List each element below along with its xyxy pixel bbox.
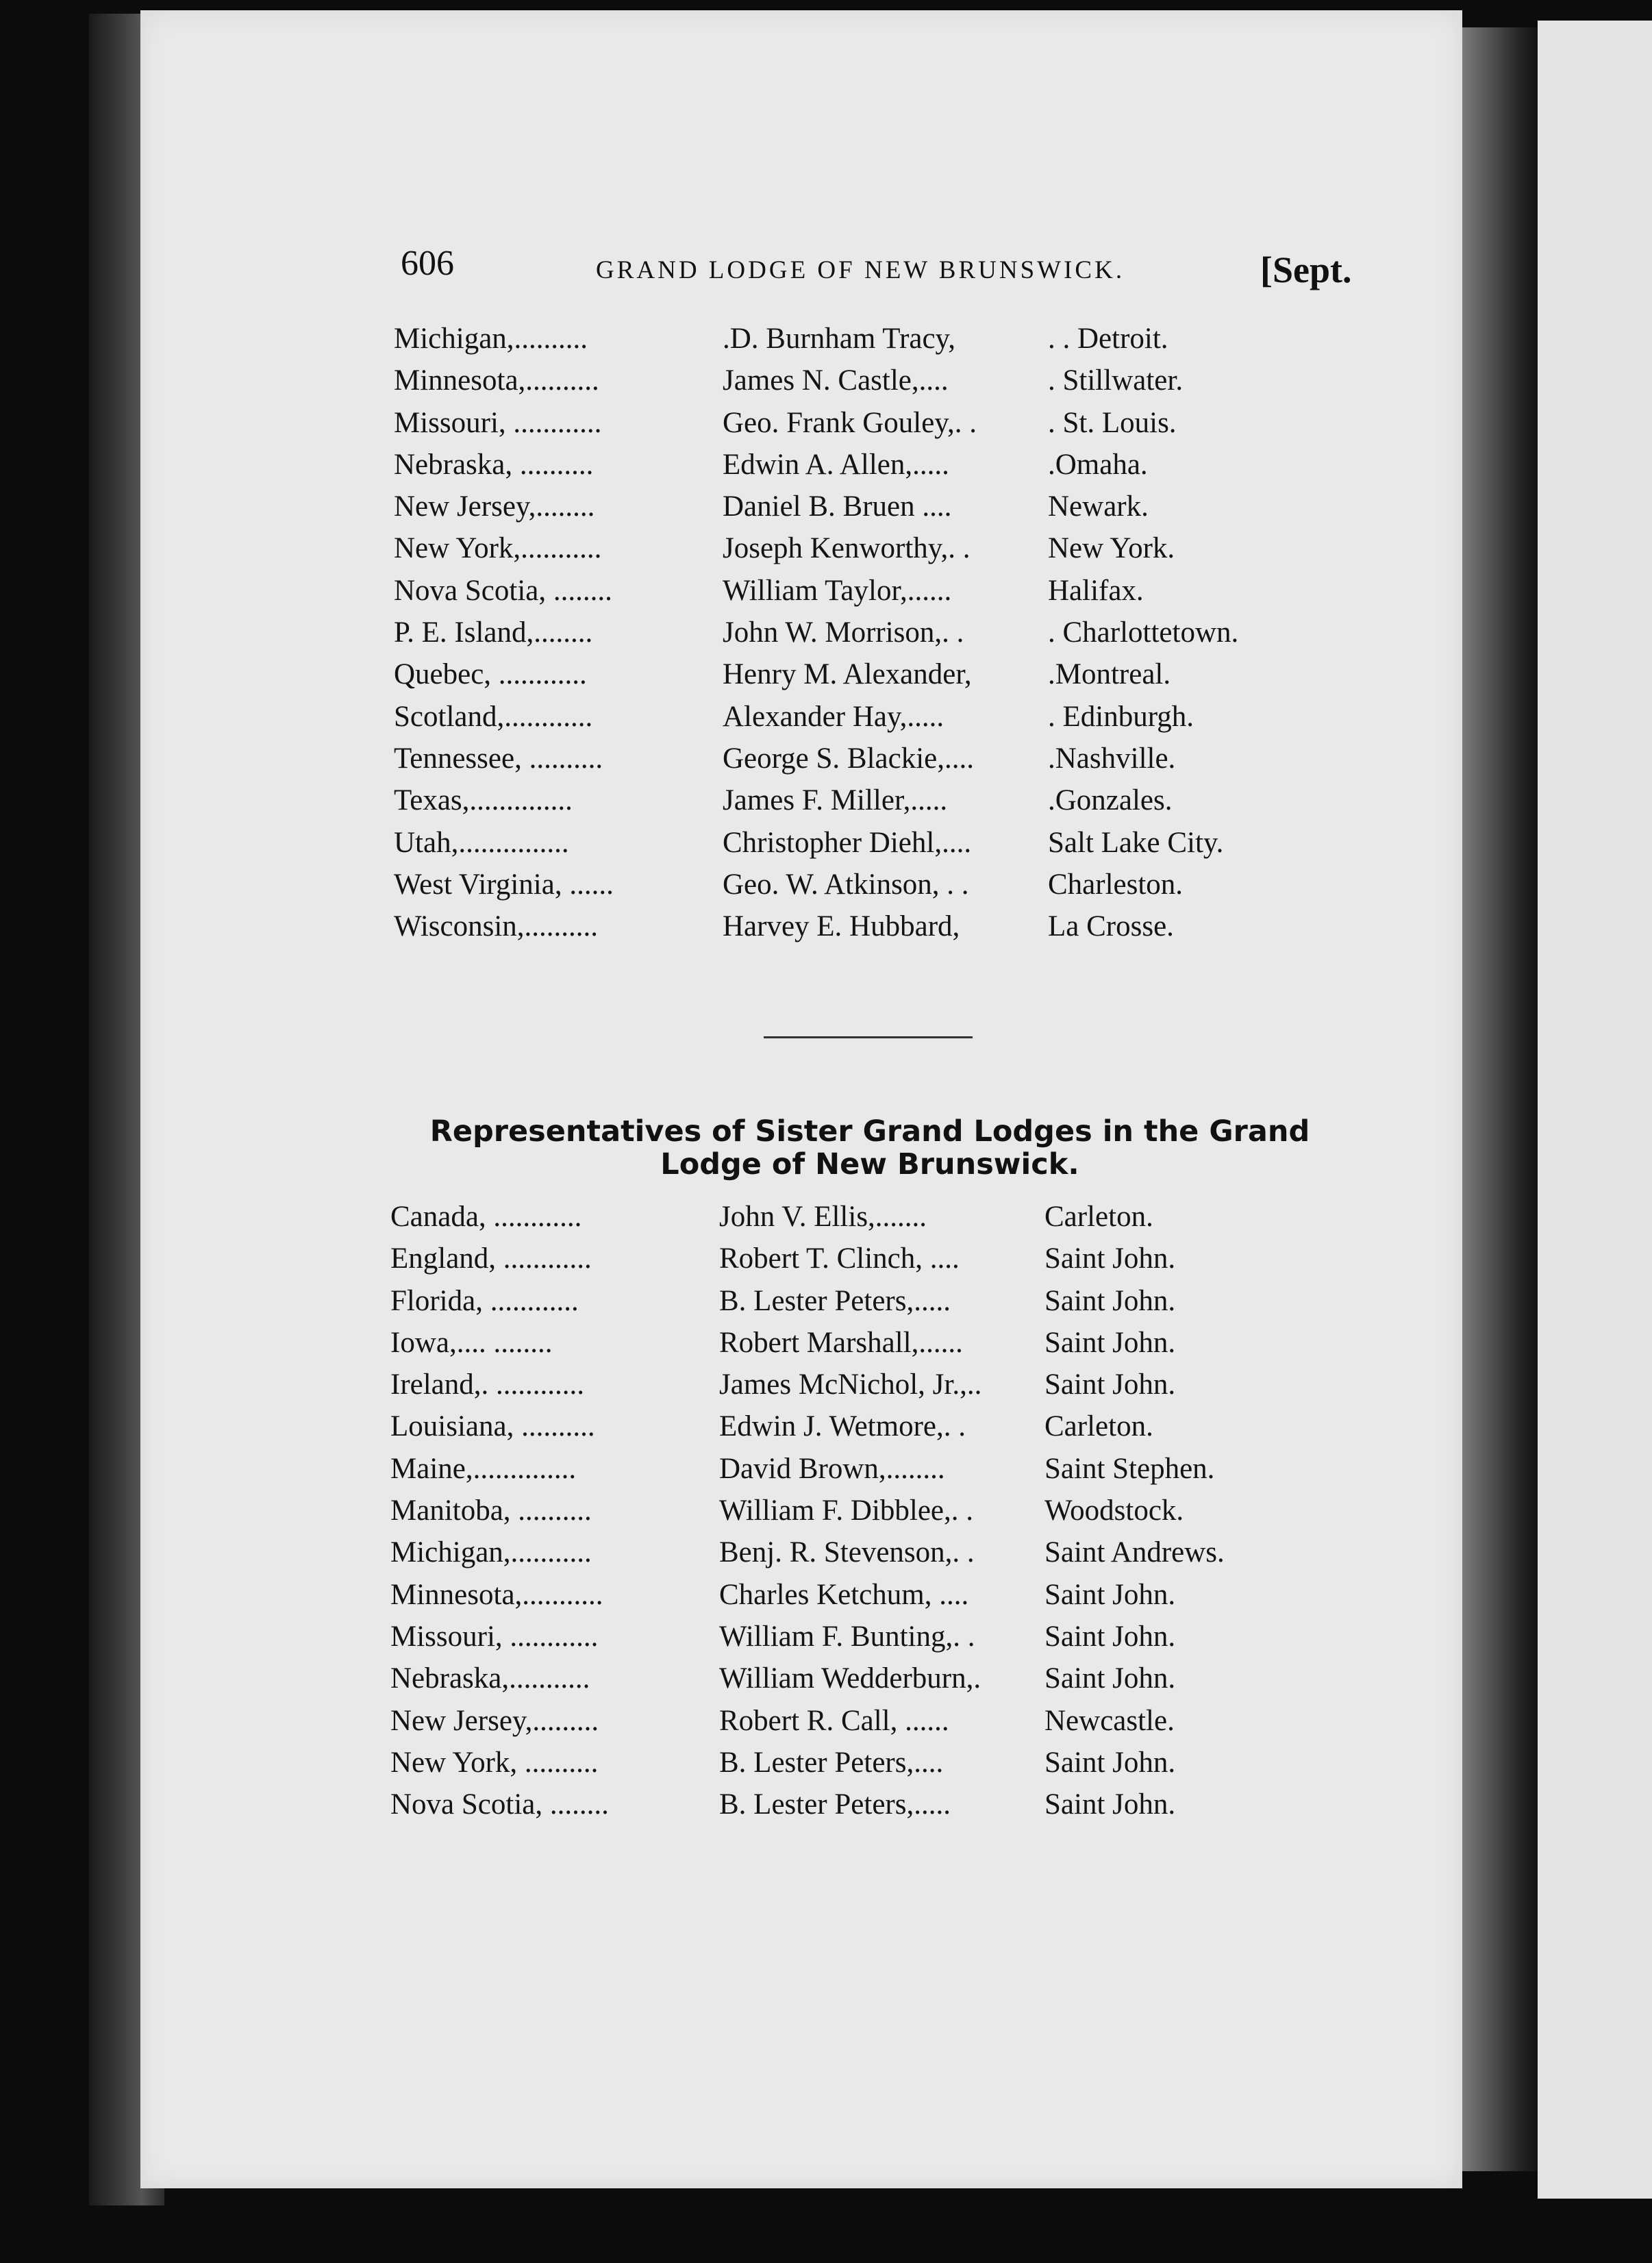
state-name: Texas,.............. — [394, 784, 573, 817]
city-name: Saint John. — [1044, 1620, 1176, 1653]
city-name: Woodstock. — [1044, 1495, 1184, 1527]
list-item — [390, 1662, 1308, 1703]
state-name: Ireland,. ............ — [390, 1368, 585, 1401]
list-item — [394, 826, 1312, 868]
list-item — [390, 1452, 1308, 1494]
city-name: . Charlottetown. — [1048, 616, 1239, 649]
representatives-list-abroad — [394, 322, 1312, 951]
state-name: Manitoba, .......... — [390, 1495, 592, 1527]
representative-name: John V. Ellis,....... — [719, 1201, 927, 1233]
list-item — [390, 1326, 1308, 1368]
page-header — [401, 243, 1360, 305]
city-name: Saint John. — [1044, 1326, 1176, 1359]
state-name: Canada, ............ — [390, 1201, 582, 1233]
list-item — [394, 784, 1312, 825]
list-item — [394, 700, 1312, 742]
city-name: .Montreal. — [1048, 658, 1171, 691]
list-item — [390, 1788, 1308, 1829]
state-name: Florida, ............ — [390, 1284, 579, 1317]
city-name: Saint John. — [1044, 1242, 1176, 1275]
city-name: . St. Louis. — [1048, 406, 1177, 439]
list-item — [390, 1704, 1308, 1746]
state-name: Missouri, ............ — [390, 1620, 599, 1653]
list-item — [390, 1200, 1308, 1242]
representative-name: William F. Bunting,. . — [719, 1620, 975, 1653]
representative-name: Harvey E. Hubbard, — [723, 910, 960, 943]
representative-name: William Taylor,...... — [723, 574, 952, 607]
section-heading-line-1: Representatives of Sister Grand Lodges in the Grand — [429, 1114, 1310, 1149]
section-mark: [Sept. — [1260, 249, 1352, 290]
list-item — [394, 406, 1312, 448]
facing-page-edge — [1538, 21, 1652, 2199]
state-name: Nebraska,........... — [390, 1662, 590, 1695]
representative-name: James F. Miller,..... — [723, 784, 948, 817]
state-name: Michigan,........... — [390, 1536, 592, 1569]
representative-name: Charles Ketchum, .... — [719, 1578, 969, 1611]
state-name: Utah,............... — [394, 826, 569, 859]
representative-name: Edwin J. Wetmore,. . — [719, 1410, 966, 1443]
city-name: .Gonzales. — [1048, 784, 1173, 817]
representative-name: Alexander Hay,..... — [723, 700, 944, 733]
state-name: Nebraska, .......... — [394, 448, 594, 481]
list-item — [394, 742, 1312, 784]
city-name: Saint John. — [1044, 1662, 1176, 1695]
city-name: Salt Lake City. — [1048, 826, 1224, 859]
representative-name: Henry M. Alexander, — [723, 658, 972, 691]
list-item — [390, 1368, 1308, 1410]
page-number: 606 — [401, 244, 454, 283]
representative-name: B. Lester Peters,.... — [719, 1746, 944, 1779]
state-name: West Virginia, ...... — [394, 868, 614, 901]
city-name: Halifax. — [1048, 574, 1144, 607]
section-heading — [384, 1115, 1356, 1181]
list-item — [394, 658, 1312, 699]
list-item — [390, 1536, 1308, 1577]
state-name: Minnesota,........... — [390, 1578, 603, 1611]
list-item — [390, 1494, 1308, 1536]
state-name: Iowa,.... ........ — [390, 1326, 553, 1359]
running-title: GRAND LODGE OF NEW BRUNSWICK. — [596, 256, 1125, 284]
state-name: New York,........... — [394, 532, 602, 565]
representative-name: .D. Burnham Tracy, — [723, 323, 956, 355]
state-name: Minnesota,.......... — [394, 364, 599, 397]
state-name: Michigan,.......... — [394, 323, 588, 355]
representative-name: Geo. W. Atkinson, . . — [723, 868, 969, 901]
representative-name: William Wedderburn,. — [719, 1662, 981, 1695]
state-name: Nova Scotia, ........ — [390, 1788, 609, 1821]
list-item — [390, 1410, 1308, 1451]
representative-name: Geo. Frank Gouley,. . — [723, 406, 977, 439]
city-name: Saint John. — [1044, 1368, 1176, 1401]
state-name: Missouri, ............ — [394, 406, 602, 439]
list-item — [394, 322, 1312, 364]
city-name: Saint John. — [1044, 1746, 1176, 1779]
representative-name: John W. Morrison,. . — [723, 616, 964, 649]
list-item — [394, 532, 1312, 573]
state-name: Wisconsin,.......... — [394, 910, 599, 943]
city-name: Newcastle. — [1044, 1704, 1175, 1737]
section-heading-line-2: Lodge of New Brunswick. — [660, 1147, 1079, 1181]
book-gutter — [1462, 27, 1538, 2171]
representative-name: Robert T. Clinch, .... — [719, 1242, 960, 1275]
city-name: . . Detroit. — [1048, 323, 1168, 355]
city-name: Saint John. — [1044, 1284, 1176, 1317]
state-name: Nova Scotia, ........ — [394, 574, 612, 607]
list-item — [394, 574, 1312, 616]
representative-name: David Brown,........ — [719, 1452, 945, 1485]
list-item — [394, 364, 1312, 405]
representative-name: Daniel B. Bruen .... — [723, 490, 952, 523]
city-name: New York. — [1048, 532, 1175, 565]
list-item — [394, 868, 1312, 910]
list-item — [394, 448, 1312, 490]
city-name: Carleton. — [1044, 1201, 1153, 1233]
list-item — [390, 1242, 1308, 1284]
representative-name: B. Lester Peters,..... — [719, 1284, 951, 1317]
list-item — [390, 1284, 1308, 1326]
city-name: . Stillwater. — [1048, 364, 1184, 397]
state-name: Maine,.............. — [390, 1452, 577, 1485]
list-item — [394, 910, 1312, 951]
city-name: .Nashville. — [1048, 742, 1176, 775]
representative-name: Edwin A. Allen,..... — [723, 448, 949, 481]
city-name: .Omaha. — [1048, 448, 1148, 481]
representative-name: James McNichol, Jr.,.. — [719, 1368, 982, 1401]
state-name: Tennessee, .......... — [394, 742, 603, 775]
section-divider — [764, 1036, 973, 1038]
city-name: Saint Andrews. — [1044, 1536, 1225, 1569]
representative-name: Benj. R. Stevenson,. . — [719, 1536, 975, 1569]
state-name: New York, .......... — [390, 1746, 599, 1779]
city-name: . Edinburgh. — [1048, 700, 1194, 733]
city-name: Charleston. — [1048, 868, 1184, 901]
city-name: Saint John. — [1044, 1788, 1176, 1821]
city-name: Carleton. — [1044, 1410, 1153, 1443]
list-item — [394, 616, 1312, 658]
representative-name: George S. Blackie,.... — [723, 742, 975, 775]
city-name: La Crosse. — [1048, 910, 1174, 943]
state-name: New Jersey,........ — [394, 490, 595, 523]
state-name: P. E. Island,........ — [394, 616, 593, 649]
city-name: Saint John. — [1044, 1578, 1176, 1611]
state-name: Scotland,............ — [394, 700, 593, 733]
state-name: Quebec, ............ — [394, 658, 587, 691]
list-item — [390, 1578, 1308, 1620]
state-name: England, ............ — [390, 1242, 592, 1275]
representative-name: Robert Marshall,...... — [719, 1326, 963, 1359]
representative-name: B. Lester Peters,..... — [719, 1788, 951, 1821]
representative-name: Joseph Kenworthy,. . — [723, 532, 971, 565]
representative-name: William F. Dibblee,. . — [719, 1495, 974, 1527]
list-item — [390, 1620, 1308, 1662]
state-name: Louisiana, .......... — [390, 1410, 595, 1443]
representative-name: Robert R. Call, ...... — [719, 1704, 949, 1737]
list-item — [390, 1746, 1308, 1788]
city-name: Newark. — [1048, 490, 1149, 523]
representatives-list-home — [390, 1200, 1308, 1829]
city-name: Saint Stephen. — [1044, 1452, 1215, 1485]
representative-name: Christopher Diehl,.... — [723, 826, 972, 859]
representative-name: James N. Castle,.... — [723, 364, 949, 397]
list-item — [394, 490, 1312, 532]
state-name: New Jersey,......... — [390, 1704, 599, 1737]
